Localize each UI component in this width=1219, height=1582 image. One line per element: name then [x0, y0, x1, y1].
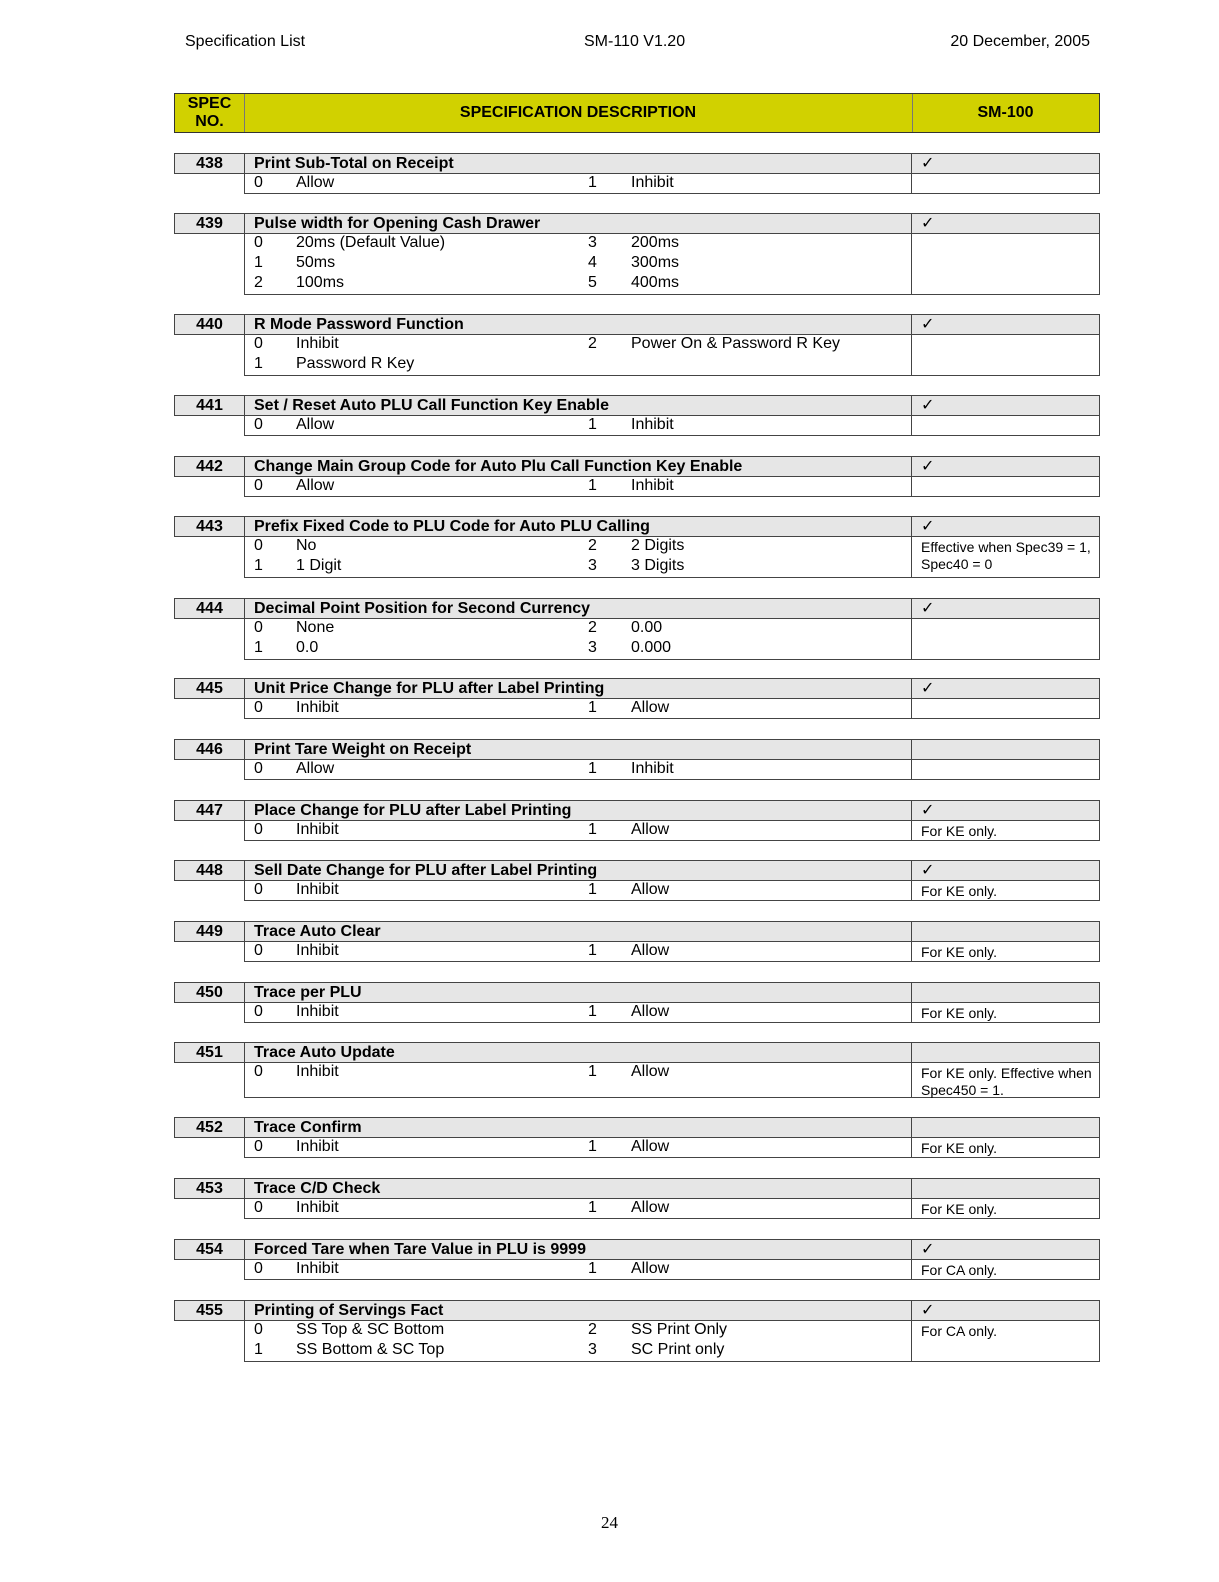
option-code: 1: [588, 416, 597, 433]
spec-number: 443: [174, 516, 244, 537]
option-code: 1: [588, 1003, 597, 1020]
option-code: 0: [254, 1199, 263, 1216]
option-code: 1: [588, 881, 597, 898]
spec-options: [244, 1138, 912, 1158]
option-label: SS Print Only: [631, 1321, 728, 1338]
option-code: 1: [254, 639, 263, 656]
spec-title: Print Sub-Total on Receipt: [244, 153, 912, 174]
option-label: 0.0: [296, 639, 319, 656]
option-label: Allow: [631, 942, 670, 959]
option-label: Allow: [631, 699, 670, 716]
option-code: 0: [254, 416, 263, 433]
spec-title: Unit Price Change for PLU after Label Printing: [244, 678, 912, 699]
spec-note: For KE only.: [912, 942, 1100, 962]
header-left: Specification List: [185, 33, 306, 50]
option-code: 0: [254, 699, 263, 716]
spec-title: Trace Auto Clear: [244, 921, 912, 942]
option-code: 0: [254, 619, 263, 636]
check-mark-icon: ✓: [912, 860, 1100, 881]
option-label: 200ms: [631, 234, 680, 251]
option-code: 1: [254, 1341, 263, 1358]
header-center: SM-110 V1.20: [584, 33, 686, 50]
option-label: Allow: [631, 1138, 670, 1155]
spec-title: Trace Confirm: [244, 1117, 912, 1138]
option-label: Allow: [631, 1003, 670, 1020]
option-code: 0: [254, 477, 263, 494]
spec-number: 438: [174, 153, 244, 174]
spec-number: 451: [174, 1042, 244, 1063]
option-label: Allow: [631, 881, 670, 898]
option-label: Inhibit: [296, 1199, 339, 1216]
option-code: 0: [254, 234, 263, 251]
check-mark-icon: ✓: [912, 800, 1100, 821]
spec-title: Trace Auto Update: [244, 1042, 912, 1063]
check-mark-icon: [912, 739, 1100, 760]
option-label: Allow: [296, 760, 335, 777]
option-label: 100ms: [296, 274, 345, 291]
spec-number: 450: [174, 982, 244, 1003]
spec-number: 441: [174, 395, 244, 416]
option-label: Allow: [296, 477, 335, 494]
check-mark-icon: ✓: [912, 598, 1100, 619]
header-model: SM-100: [977, 104, 1034, 121]
spec-options: [244, 942, 912, 962]
option-code: 2: [588, 537, 597, 554]
spec-note: For KE only.: [912, 1003, 1100, 1023]
option-code: 1: [588, 760, 597, 777]
option-label: 0.00: [631, 619, 663, 636]
spec-number: 453: [174, 1178, 244, 1199]
option-label: 1 Digit: [296, 557, 342, 574]
option-code: 3: [588, 639, 597, 656]
check-mark-icon: [912, 1178, 1100, 1199]
option-code: 1: [588, 699, 597, 716]
option-code: 0: [254, 1260, 263, 1277]
option-code: 2: [588, 335, 597, 352]
spec-options: [244, 1260, 912, 1280]
option-code: 0: [254, 1003, 263, 1020]
option-label: Inhibit: [296, 821, 339, 838]
spec-options: [244, 619, 912, 660]
option-label: 2 Digits: [631, 537, 685, 554]
option-label: 3 Digits: [631, 557, 685, 574]
spec-options: [244, 174, 912, 194]
spec-note: [912, 335, 1100, 376]
check-mark-icon: ✓: [912, 456, 1100, 477]
spec-title: Set / Reset Auto PLU Call Function Key Enable: [244, 395, 912, 416]
check-mark-icon: [912, 921, 1100, 942]
spec-note: For KE only.: [912, 881, 1100, 901]
option-label: 0.000: [631, 639, 672, 656]
spec-title: Trace per PLU: [244, 982, 912, 1003]
spec-note: For KE only.: [912, 1138, 1100, 1158]
option-label: Allow: [631, 1260, 670, 1277]
spec-note: [912, 619, 1100, 660]
header-right: 20 December, 2005: [950, 33, 1090, 50]
option-code: 1: [588, 1260, 597, 1277]
spec-options: [244, 1063, 912, 1098]
spec-title: R Mode Password Function: [244, 314, 912, 335]
check-mark-icon: [912, 982, 1100, 1003]
spec-note: For CA only.: [912, 1260, 1100, 1280]
option-code: 1: [588, 1199, 597, 1216]
spec-number: 449: [174, 921, 244, 942]
option-label: Power On & Password R Key: [631, 335, 840, 352]
option-code: 1: [254, 355, 263, 372]
option-label: 300ms: [631, 254, 680, 271]
check-mark-icon: ✓: [912, 516, 1100, 537]
option-label: Inhibit: [296, 881, 339, 898]
spec-title: Print Tare Weight on Receipt: [244, 739, 912, 760]
spec-note: [912, 477, 1100, 497]
spec-note: [912, 416, 1100, 436]
option-code: 0: [254, 335, 263, 352]
spec-note: [912, 699, 1100, 719]
spec-options: [244, 537, 912, 578]
spec-number: 446: [174, 739, 244, 760]
option-label: Inhibit: [631, 477, 674, 494]
option-code: 0: [254, 1138, 263, 1155]
spec-number: 439: [174, 213, 244, 234]
check-mark-icon: ✓: [912, 314, 1100, 335]
option-label: 50ms: [296, 254, 336, 271]
option-code: 0: [254, 881, 263, 898]
option-code: 0: [254, 537, 263, 554]
option-label: Inhibit: [296, 1138, 339, 1155]
option-label: No: [296, 537, 317, 554]
spec-number: 447: [174, 800, 244, 821]
spec-number: 445: [174, 678, 244, 699]
spec-title: Decimal Point Position for Second Currency: [244, 598, 912, 619]
option-label: Inhibit: [296, 335, 339, 352]
option-code: 3: [588, 1341, 597, 1358]
spec-title: Sell Date Change for PLU after Label Printing: [244, 860, 912, 881]
page-number: 24: [601, 1513, 618, 1532]
spec-options: [244, 416, 912, 436]
spec-note: For KE only.: [912, 821, 1100, 841]
option-label: Allow: [631, 1063, 670, 1080]
option-code: 0: [254, 174, 263, 191]
option-code: 0: [254, 821, 263, 838]
option-label: Inhibit: [296, 1003, 339, 1020]
option-label: Allow: [296, 174, 335, 191]
option-label: Inhibit: [631, 174, 674, 191]
spec-note: For KE only.: [912, 1199, 1100, 1219]
option-code: 0: [254, 942, 263, 959]
spec-title: Prefix Fixed Code to PLU Code for Auto PLU Calling: [244, 516, 912, 537]
option-label: SS Bottom & SC Top: [296, 1341, 445, 1358]
option-label: None: [296, 619, 335, 636]
check-mark-icon: ✓: [912, 678, 1100, 699]
option-label: Allow: [296, 416, 335, 433]
spec-number: 448: [174, 860, 244, 881]
option-label: Inhibit: [296, 699, 339, 716]
spec-note: For CA only.: [912, 1321, 1100, 1362]
option-code: 3: [588, 234, 597, 251]
spec-options: [244, 699, 912, 719]
option-code: 1: [588, 174, 597, 191]
spec-note: [912, 760, 1100, 780]
option-label: Allow: [631, 821, 670, 838]
header-description: SPECIFICATION DESCRIPTION: [244, 94, 913, 132]
spec-title: Pulse width for Opening Cash Drawer: [244, 213, 912, 234]
option-code: 1: [588, 821, 597, 838]
spec-note: [912, 234, 1100, 295]
spec-number: 440: [174, 314, 244, 335]
option-label: Allow: [631, 1199, 670, 1216]
spec-options: [244, 881, 912, 901]
option-code: 0: [254, 760, 263, 777]
option-code: 1: [588, 1138, 597, 1155]
option-code: 0: [254, 1321, 263, 1338]
option-label: SC Print only: [631, 1341, 725, 1358]
option-code: 1: [588, 1063, 597, 1080]
spec-title: Forced Tare when Tare Value in PLU is 9999: [244, 1239, 912, 1260]
spec-note: For KE only. Effective when Spec450 = 1.: [912, 1063, 1100, 1098]
spec-number: 442: [174, 456, 244, 477]
check-mark-icon: ✓: [912, 213, 1100, 234]
spec-note: [912, 174, 1100, 194]
spec-options: [244, 821, 912, 841]
spec-number: 452: [174, 1117, 244, 1138]
option-code: 5: [588, 274, 597, 291]
check-mark-icon: ✓: [912, 1239, 1100, 1260]
spec-number: 454: [174, 1239, 244, 1260]
option-label: 20ms (Default Value): [296, 234, 446, 251]
option-code: 1: [588, 942, 597, 959]
spec-title: Trace C/D Check: [244, 1178, 912, 1199]
spec-options: [244, 1199, 912, 1219]
option-code: 2: [254, 274, 263, 291]
table-header: [174, 93, 1100, 133]
check-mark-icon: ✓: [912, 153, 1100, 174]
option-label: Password R Key: [296, 355, 415, 372]
spec-options: [244, 760, 912, 780]
option-label: Inhibit: [631, 416, 674, 433]
option-code: 1: [588, 477, 597, 494]
spec-options: [244, 1321, 912, 1362]
option-label: Inhibit: [296, 1260, 339, 1277]
option-code: 1: [254, 557, 263, 574]
option-code: 2: [588, 619, 597, 636]
spec-number: 444: [174, 598, 244, 619]
option-code: 2: [588, 1321, 597, 1338]
spec-title: Place Change for PLU after Label Printing: [244, 800, 912, 821]
spec-options: [244, 1003, 912, 1023]
option-label: 400ms: [631, 274, 680, 291]
spec-title: Printing of Servings Fact: [244, 1300, 912, 1321]
check-mark-icon: ✓: [912, 395, 1100, 416]
check-mark-icon: [912, 1042, 1100, 1063]
option-code: 3: [588, 557, 597, 574]
option-label: SS Top & SC Bottom: [296, 1321, 445, 1338]
spec-options: [244, 335, 912, 376]
option-code: 4: [588, 254, 597, 271]
spec-options: [244, 234, 912, 295]
check-mark-icon: [912, 1117, 1100, 1138]
spec-title: Change Main Group Code for Auto Plu Call Function Key Enable: [244, 456, 912, 477]
header-spec-no: SPEC NO.: [175, 94, 245, 132]
spec-options: [244, 477, 912, 497]
option-label: Inhibit: [631, 760, 674, 777]
option-code: 1: [254, 254, 263, 271]
option-label: Inhibit: [296, 942, 339, 959]
option-label: Inhibit: [296, 1063, 339, 1080]
check-mark-icon: ✓: [912, 1300, 1100, 1321]
option-code: 0: [254, 1063, 263, 1080]
spec-note: Effective when Spec39 = 1, Spec40 = 0: [912, 537, 1100, 578]
spec-number: 455: [174, 1300, 244, 1321]
